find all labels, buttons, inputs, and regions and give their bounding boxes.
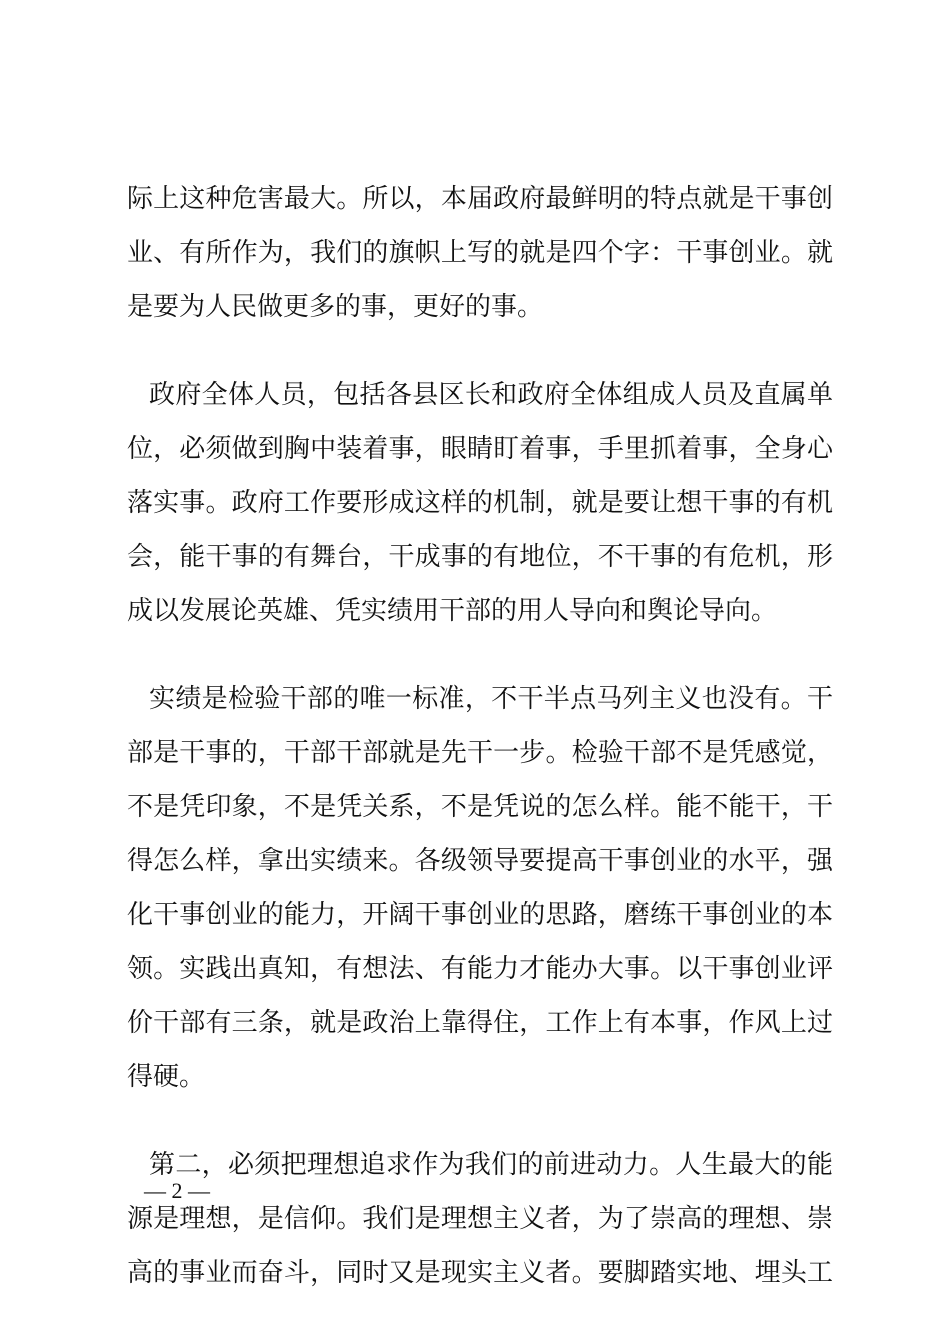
text-line: 得硬。 bbox=[127, 1062, 206, 1092]
text-line: 价干部有三条，就是政治上靠得住，工作上有本事，作风上过 bbox=[127, 1008, 833, 1038]
text-line: 际上这种危害最大。所以，本届政府最鲜明的特点就是干事创 bbox=[127, 184, 833, 214]
text-line: 高的事业而奋斗，同时又是现实主义者。要脚踏实地、埋头工 bbox=[127, 1258, 833, 1288]
text-line: 得怎么样，拿出实绩来。各级领导要提高干事创业的水平，强 bbox=[127, 846, 833, 876]
text-line: 是要为人民做更多的事，更好的事。 bbox=[127, 292, 544, 322]
paragraph-2 bbox=[127, 368, 833, 638]
text-line: 领。实践出真知，有想法、有能力才能办大事。以干事创业评 bbox=[127, 954, 833, 984]
text-line: 成以发展论英雄、凭实绩用干部的用人导向和舆论导向。 bbox=[127, 596, 778, 626]
text-line: 不是凭印象，不是凭关系，不是凭说的怎么样。能不能干，干 bbox=[127, 792, 833, 822]
paragraph-4 bbox=[127, 1138, 833, 1300]
text-line: 部是干事的，干部干部就是先干一步。检验干部不是凭感觉， bbox=[127, 738, 833, 768]
text-line: 第二，必须把理想追求作为我们的前进动力。人生最大的能 bbox=[149, 1150, 833, 1180]
text-line: 位，必须做到胸中装着事，眼睛盯着事，手里抓着事，全身心 bbox=[127, 434, 833, 464]
paragraph-3 bbox=[127, 672, 833, 1104]
paragraph-1 bbox=[127, 172, 833, 334]
document-body bbox=[127, 172, 833, 1334]
page-number: — 2 — bbox=[144, 1178, 210, 1203]
text-line: 政府全体人员，包括各县区长和政府全体组成人员及直属单 bbox=[149, 380, 833, 410]
text-line: 化干事创业的能力，开阔干事创业的思路，磨练干事创业的本 bbox=[127, 900, 833, 930]
text-line: 落实事。政府工作要形成这样的机制，就是要让想干事的有机 bbox=[127, 488, 833, 518]
text-line: 会，能干事的有舞台，干成事的有地位，不干事的有危机，形 bbox=[127, 542, 833, 572]
text-line: 源是理想，是信仰。我们是理想主义者，为了崇高的理想、崇 bbox=[127, 1204, 833, 1234]
text-line: 业、有所作为，我们的旗帜上写的就是四个字：干事创业。就 bbox=[127, 238, 833, 268]
text-line: 实绩是检验干部的唯一标准，不干半点马列主义也没有。干 bbox=[149, 684, 833, 714]
